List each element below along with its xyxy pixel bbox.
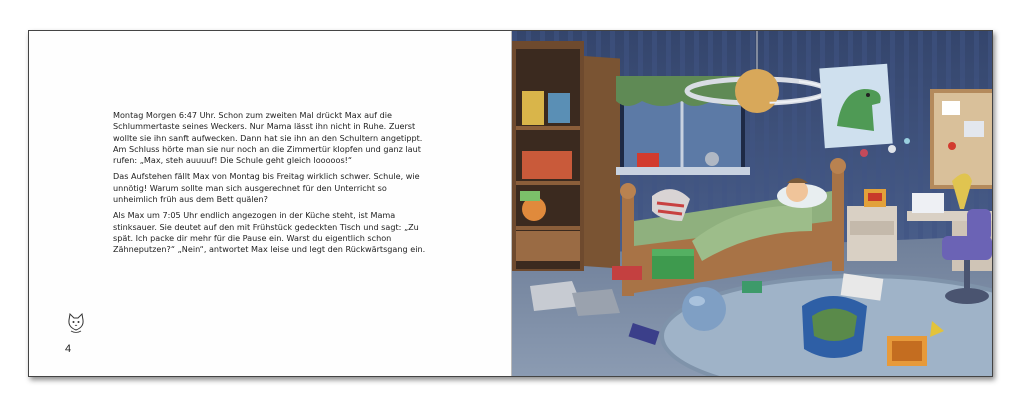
wardrobe (512, 41, 620, 271)
open-book (28, 30, 993, 377)
cat-mascot-icon (64, 311, 88, 335)
dinosaur-poster (819, 64, 892, 149)
bedroom-illustration (512, 31, 993, 376)
right-page (512, 31, 993, 376)
paragraph-1: Montag Morgen 6:47 Uhr. Schon zum zweiten Mal drückt Max auf die Schlummertaste seines Weckers. Nur Mama lässt ihn nicht in Ruhe. Zuerst wollte sie ihn sanft aufwecken. Dann hat sie ihn an den Schultern angetippt. Am Schluss hörte man sie nur noch an die Zimmertür klopfen und ganz laut rufen: „Max, steh auuuuf! Die Schule geht gleich looooos!“ (113, 110, 423, 166)
story-text (113, 110, 433, 261)
left-page (29, 31, 512, 376)
bulletin-board (930, 89, 993, 189)
window (616, 76, 750, 175)
paragraph-2: Das Aufstehen fällt Max von Montag bis Freitag wirklich schwer. Schule, wie unnötig! Warum sollte man sich ausgerechnet für den Unterricht so unheimlich früh aus dem Bett quälen? (113, 171, 420, 205)
page-number: 4 (65, 343, 72, 355)
paragraph-3: Als Max um 7:05 Uhr endlich angezogen in der Küche steht, ist Mama stinksauer. Sie deutet auf den mit Frühstück gedeckten Tisch und sagt: „Zu spät. Ich packe dir mehr für die Pause ein. Warst du eigentlich schon Zähneputzen?“ „Nein“, antwortet Max leise und legt den Rückwärtsgang ein. (113, 210, 426, 255)
